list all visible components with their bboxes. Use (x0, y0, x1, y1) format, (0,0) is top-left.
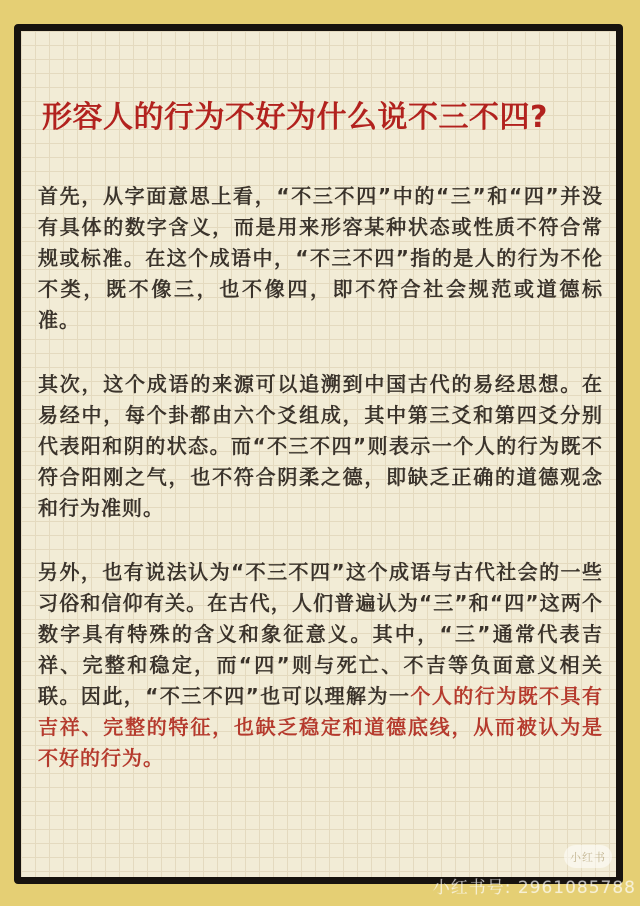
xiaohongshu-id-watermark: 小红书号: 2961085788 (432, 878, 636, 898)
xiaohongshu-badge-label: 小红书 (570, 850, 606, 864)
page-title: 形容人的行为不好为什么说不三不四? (42, 100, 548, 135)
paragraph (38, 181, 603, 336)
paragraph-3-text: 另外，也有说法认为“不三不四”这个成语与古代社会的一些习俗和信仰有关。在古代，人们普遍认为“三”和“四”这两个数字具有特殊的含义和象征意义。其中，“三”通常代表吉祥、完整和稳定，而“四”则与死亡、不吉等负面意义相关联。因此，“不三不四”也可以理解为一 (38, 559, 603, 708)
paragraph (38, 557, 603, 774)
note-card (14, 24, 623, 884)
paragraph-1-text: 首先，从字面意思上看，“不三不四”中的“三”和“四”并没有具体的数字含义，而是用来形容某种状态或性质不符合常规或标准。在这个成语中，“不三不四”指的是人的行为不伦不类，既不像三，也不像四，即不符合社会规范或道德标准。 (38, 183, 603, 332)
paragraph-2-text: 其次，这个成语的来源可以追溯到中国古代的易经思想。在易经中，每个卦都由六个爻组成，其中第三爻和第四爻分别代表阳和阴的状态。而“不三不四”则表示一个人的行为既不符合阳刚之气，也不符合阴柔之德，即缺乏正确的道德观念和行为准则。 (38, 371, 603, 520)
paragraph-3-highlight-text: 个人的行为既不具有吉祥、完整的特征，也缺乏稳定和道德底线，从而被认为是不好的行为。 (38, 683, 604, 770)
paragraph (38, 369, 603, 524)
xiaohongshu-badge (564, 845, 612, 868)
